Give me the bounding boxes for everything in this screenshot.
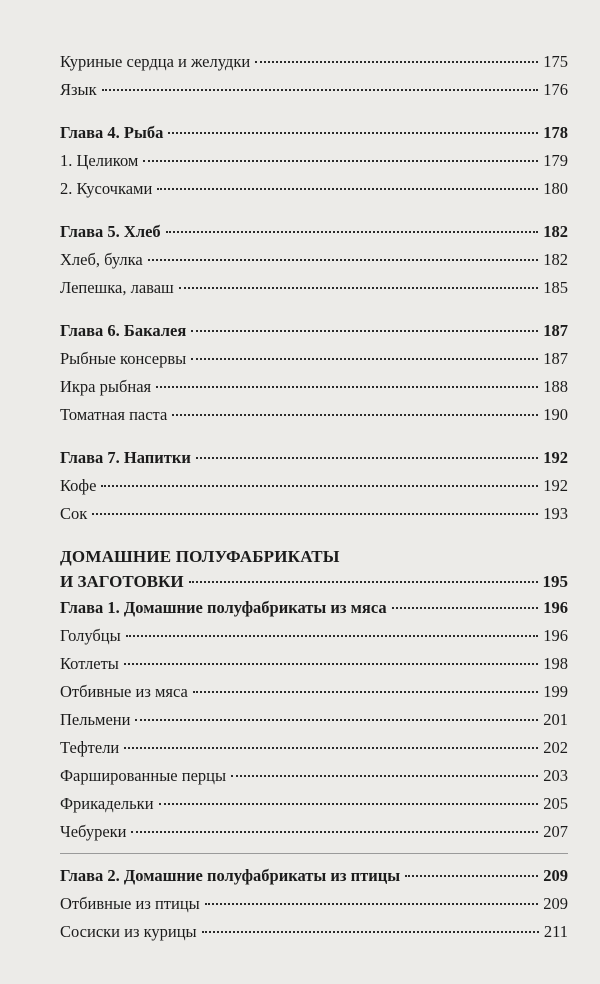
toc-chapter-entry: [60, 448, 568, 468]
toc-entry: [60, 377, 568, 397]
toc-entry: [60, 476, 568, 496]
toc-entry-page: 176: [543, 80, 568, 99]
toc-entry-title: Икра рыбная: [60, 377, 152, 396]
toc-entry-page: 180: [543, 179, 568, 198]
section-heading-line2: И ЗАГОТОВКИ: [60, 572, 184, 591]
toc-entry-page: 203: [543, 766, 568, 785]
toc-entry: [60, 682, 568, 702]
toc-entry-page: 188: [543, 377, 568, 396]
toc-entry-title: Сосиски из курицы: [60, 922, 197, 941]
toc-entry: [60, 654, 568, 674]
toc-entry-page: 182: [543, 222, 568, 241]
toc-entry: [60, 52, 568, 72]
dot-leader: [143, 160, 538, 162]
toc-entry: [60, 278, 568, 298]
toc-chapter-title: Глава 6. Бакалея: [60, 321, 187, 340]
toc-chapter-title: Глава 5. Хлеб: [60, 222, 161, 241]
toc-entry-page: 198: [543, 654, 568, 673]
dot-leader: [131, 831, 538, 833]
toc-entry-title: Фаршированные перцы: [60, 766, 227, 785]
dot-leader: [191, 330, 538, 332]
toc-entry-title: Куриные сердца и желудки: [60, 52, 251, 71]
dot-leader: [205, 903, 538, 905]
dot-leader: [168, 132, 538, 134]
toc-entry-page: 201: [543, 710, 568, 729]
toc-chapter-entry: [60, 598, 568, 618]
toc-entry: [60, 250, 568, 270]
dot-leader: [101, 485, 538, 487]
toc-entry-page: 192: [543, 448, 568, 467]
toc-entry-title: Лепешка, лаваш: [60, 278, 174, 297]
dot-leader: [202, 931, 539, 933]
toc-entry-page: 190: [543, 405, 568, 424]
dot-leader: [92, 513, 538, 515]
toc-entry-page: 179: [543, 151, 568, 170]
toc-entry-page: 209: [543, 894, 568, 913]
toc-entry-title: Котлеты: [60, 654, 119, 673]
toc-entry-page: 193: [543, 504, 568, 523]
toc-entry: [60, 626, 568, 646]
dot-leader: [189, 581, 538, 583]
toc-entry-title: Фрикадельки: [60, 794, 154, 813]
toc-entry-title: Сок: [60, 504, 88, 523]
toc-entry: [60, 80, 568, 100]
toc-entry: [60, 922, 568, 942]
toc-entry-title: 1. Целиком: [60, 151, 139, 170]
toc-entry-title: Чебуреки: [60, 822, 127, 841]
dot-leader: [172, 414, 538, 416]
dot-leader: [231, 775, 538, 777]
dot-leader: [191, 358, 538, 360]
toc-entry-page: 199: [543, 682, 568, 701]
toc-entry-title: Рыбные консервы: [60, 349, 187, 368]
toc-entry-page: 211: [543, 922, 568, 941]
toc-entry-page: 175: [543, 52, 568, 71]
dot-leader: [148, 259, 539, 261]
toc-entry: [60, 894, 568, 914]
dot-leader: [179, 287, 538, 289]
toc-entry-page: 182: [543, 250, 568, 269]
dot-leader: [159, 803, 539, 805]
toc-entry-page: 196: [543, 598, 568, 617]
toc-entry-title: Томатная паста: [60, 405, 168, 424]
dot-leader: [193, 691, 538, 693]
toc-entry-page: 196: [543, 626, 568, 645]
page-fold-line: [60, 853, 568, 854]
toc-entry-page: 185: [543, 278, 568, 297]
dot-leader: [392, 607, 539, 609]
toc-entry-page: 187: [543, 321, 568, 340]
toc-chapter-entry: [60, 866, 568, 886]
toc-chapter-title: Глава 7. Напитки: [60, 448, 191, 467]
toc-entry-title: Кофе: [60, 476, 97, 495]
toc-entry-title: Отбивные из птицы: [60, 894, 200, 913]
toc-entry-title: Язык: [60, 80, 97, 99]
toc-entry-title: Голубцы: [60, 626, 121, 645]
dot-leader: [157, 188, 538, 190]
dot-leader: [135, 719, 538, 721]
toc-entry-title: Тефтели: [60, 738, 120, 757]
toc-chapter-title: Глава 1. Домашние полуфабрикаты из мяса: [60, 598, 387, 617]
toc-entry-page: 205: [543, 794, 568, 813]
section-heading-entry: [60, 572, 568, 592]
toc-entry-title: Хлеб, булка: [60, 250, 143, 269]
toc-entry: [60, 794, 568, 814]
toc-entry-title: Отбивные из мяса: [60, 682, 188, 701]
toc-entry-title: Пельмени: [60, 710, 131, 729]
dot-leader: [126, 635, 539, 637]
toc-entry-page: 178: [543, 123, 568, 142]
toc-entry: [60, 151, 568, 171]
dot-leader: [255, 61, 538, 63]
toc-entry-page: 202: [543, 738, 568, 757]
toc-entry-page: 192: [543, 476, 568, 495]
toc-chapter-entry: [60, 321, 568, 341]
toc-entry: [60, 766, 568, 786]
toc-entry: [60, 504, 568, 524]
dot-leader: [124, 747, 538, 749]
toc-entry-page: 195: [542, 572, 568, 591]
dot-leader: [102, 89, 539, 91]
toc-entry: [60, 738, 568, 758]
toc-entry: [60, 179, 568, 199]
toc-entry-title: 2. Кусочками: [60, 179, 153, 198]
toc-entry-page: 187: [543, 349, 568, 368]
toc-chapter-title: Глава 4. Рыба: [60, 123, 164, 142]
toc-entry: [60, 405, 568, 425]
toc-chapter-entry: [60, 123, 568, 143]
dot-leader: [196, 457, 538, 459]
toc-chapter-entry: [60, 222, 568, 242]
toc-entry-page: 209: [543, 866, 568, 885]
toc-chapter-title: Глава 2. Домашние полуфабрикаты из птицы: [60, 866, 401, 885]
dot-leader: [124, 663, 538, 665]
toc-entry: [60, 710, 568, 730]
dot-leader: [405, 875, 538, 877]
toc-entry: [60, 822, 568, 842]
section-heading-line1: ДОМАШНИЕ ПОЛУФАБРИКАТЫ: [60, 547, 340, 566]
toc-entry-page: 207: [543, 822, 568, 841]
dot-leader: [166, 231, 539, 233]
toc-entry: [60, 349, 568, 369]
dot-leader: [156, 386, 538, 388]
